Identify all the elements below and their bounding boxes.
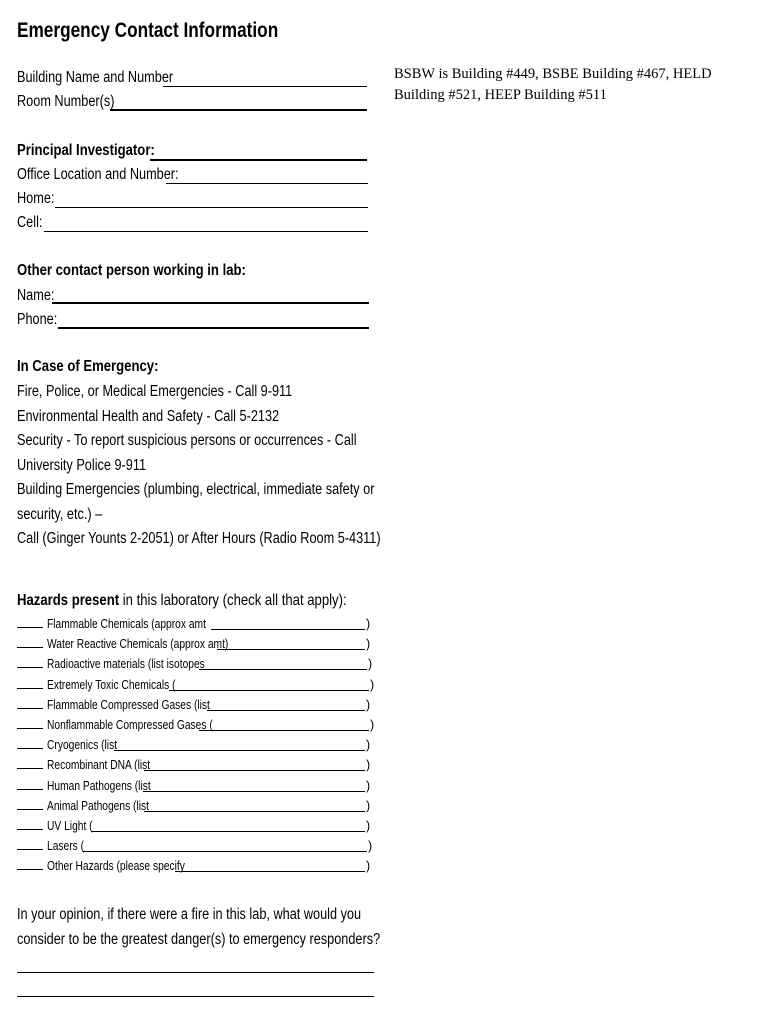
building-numbers-note: BSBW is Building #449, BSBE Building #467, HELD Building #521, HEEP Building #511: [394, 66, 712, 103]
hazard-checkbox[interactable]: [17, 655, 43, 668]
emergency-instructions: [17, 380, 460, 552]
hazard-detail-field[interactable]: [199, 718, 369, 731]
hazard-checkbox[interactable]: [17, 615, 43, 628]
hazard-item-flammable-chemicals: Flammable Chemicals (approx amt ): [17, 614, 268, 634]
hazard-checkbox[interactable]: [17, 635, 43, 648]
hazard-detail-field[interactable]: [144, 758, 365, 771]
hazard-item-cryogenics: Cryogenics (list ): [17, 735, 268, 755]
emergency-line: Security - To report suspicious persons or occurrences - Call: [17, 432, 357, 449]
emergency-line: University Police 9-911: [17, 456, 147, 474]
hazards-checklist: [17, 614, 375, 876]
hazard-checkbox[interactable]: [17, 696, 43, 709]
hazard-item-uv-light: UV Light ( ): [17, 816, 268, 836]
hazard-label: Recombinant DNA (list: [47, 758, 151, 773]
hazard-label: Lasers (: [47, 839, 85, 854]
home-label: Home:: [17, 190, 55, 207]
hazard-detail-field[interactable]: [199, 657, 367, 670]
emergency-line: security, etc.) –: [17, 505, 103, 523]
hazards-title: Hazards present in this laboratory (check all that apply):: [17, 592, 347, 609]
hazard-item-water-reactive: Water Reactive Chemicals (approx amt) ): [17, 634, 268, 654]
contact-name-field[interactable]: [52, 288, 369, 304]
hazard-detail-field[interactable]: [211, 617, 365, 630]
pi-heading: Principal Investigator:: [17, 142, 155, 159]
hazard-item-other: Other Hazards (please specify ): [17, 856, 268, 876]
hazard-checkbox[interactable]: [17, 837, 43, 850]
hazard-label: Animal Pathogens (list: [47, 798, 149, 813]
hazard-label: Water Reactive Chemicals (approx amt): [47, 637, 229, 652]
room-number-field[interactable]: [110, 95, 367, 111]
hazard-detail-field[interactable]: [143, 779, 365, 792]
emergency-heading: In Case of Emergency:: [17, 358, 159, 375]
building-name-field[interactable]: [163, 72, 367, 87]
hazard-item-flammable-gases: Flammable Compressed Gases (list ): [17, 695, 268, 715]
office-field[interactable]: [166, 169, 368, 184]
hazard-label: Human Pathogens (list: [47, 778, 151, 793]
home-phone-field[interactable]: [55, 193, 368, 208]
hazard-checkbox[interactable]: [17, 756, 43, 769]
hazard-label: Flammable Compressed Gases (list: [47, 697, 210, 712]
answer-line-1[interactable]: [17, 972, 374, 973]
room-number-label: Room Number(s): [17, 93, 115, 110]
cell-label: Cell:: [17, 214, 43, 231]
hazard-label: Flammable Chemicals (approx amt: [47, 617, 206, 631]
hazard-item-human-pathogens: Human Pathogens (list ): [17, 776, 268, 796]
hazard-detail-field[interactable]: [207, 698, 365, 711]
emergency-line: Environmental Health and Safety - Call 5-2132: [17, 407, 280, 425]
hazard-item-nonflammable-gases: Nonflammable Compressed Gases ( ): [17, 715, 268, 735]
hazard-item-toxic-chemicals: Extremely Toxic Chemicals ( ): [17, 675, 268, 695]
hazard-checkbox[interactable]: [17, 777, 43, 790]
emergency-line: Call (Ginger Younts 2-2051) or After Hours (Radio Room 5-4311): [17, 530, 381, 547]
hazard-detail-field[interactable]: [114, 738, 365, 751]
hazard-checkbox[interactable]: [17, 797, 43, 810]
contact-phone-field[interactable]: [58, 313, 369, 329]
hazard-checkbox[interactable]: [17, 817, 43, 830]
other-contact-heading: Other contact person working in lab:: [17, 262, 246, 279]
hazard-label: Cryogenics (list: [47, 738, 118, 753]
emergency-line: Building Emergencies (plumbing, electrical, immediate safety or: [17, 481, 375, 498]
pi-name-field[interactable]: [150, 145, 367, 161]
hazard-detail-field[interactable]: [175, 859, 365, 872]
hazard-checkbox[interactable]: [17, 716, 43, 729]
building-name-label: Building Name and Number: [17, 69, 174, 86]
hazard-item-radioactive: Radioactive materials (list isotopes ): [17, 654, 268, 674]
fire-danger-question: In your opinion, if there were a fire in this lab, what would you consider to be the greatest danger(s) to emergency responders?: [17, 906, 381, 948]
hazard-checkbox[interactable]: [17, 736, 43, 749]
page-title: Emergency Contact Information: [17, 19, 279, 42]
hazard-detail-field[interactable]: [144, 799, 365, 812]
hazard-label: Radioactive materials (list isotopes: [47, 657, 205, 672]
contact-phone-label: Phone:: [17, 311, 58, 328]
hazard-checkbox[interactable]: [17, 857, 43, 870]
hazard-label: Extremely Toxic Chemicals (: [47, 677, 176, 692]
hazard-detail-field[interactable]: [169, 678, 369, 691]
hazard-label: Nonflammable Compressed Gases (: [47, 717, 213, 732]
hazard-label: Other Hazards (please specify: [47, 859, 185, 874]
office-label: Office Location and Number:: [17, 166, 179, 183]
cell-phone-field[interactable]: [44, 217, 368, 232]
emergency-line: Fire, Police, or Medical Emergencies - Call 9-911: [17, 383, 293, 400]
hazard-item-animal-pathogens: Animal Pathogens (list ): [17, 796, 268, 816]
answer-line-2[interactable]: [17, 996, 374, 997]
hazard-detail-field[interactable]: [91, 819, 365, 832]
hazard-label: UV Light (: [47, 818, 93, 833]
hazard-item-lasers: Lasers ( ): [17, 836, 268, 856]
hazard-detail-field[interactable]: [217, 637, 365, 650]
hazard-item-recombinant-dna: Recombinant DNA (list ): [17, 755, 268, 775]
hazard-checkbox[interactable]: [17, 676, 43, 689]
contact-name-label: Name:: [17, 287, 55, 304]
hazard-detail-field[interactable]: [83, 839, 367, 852]
